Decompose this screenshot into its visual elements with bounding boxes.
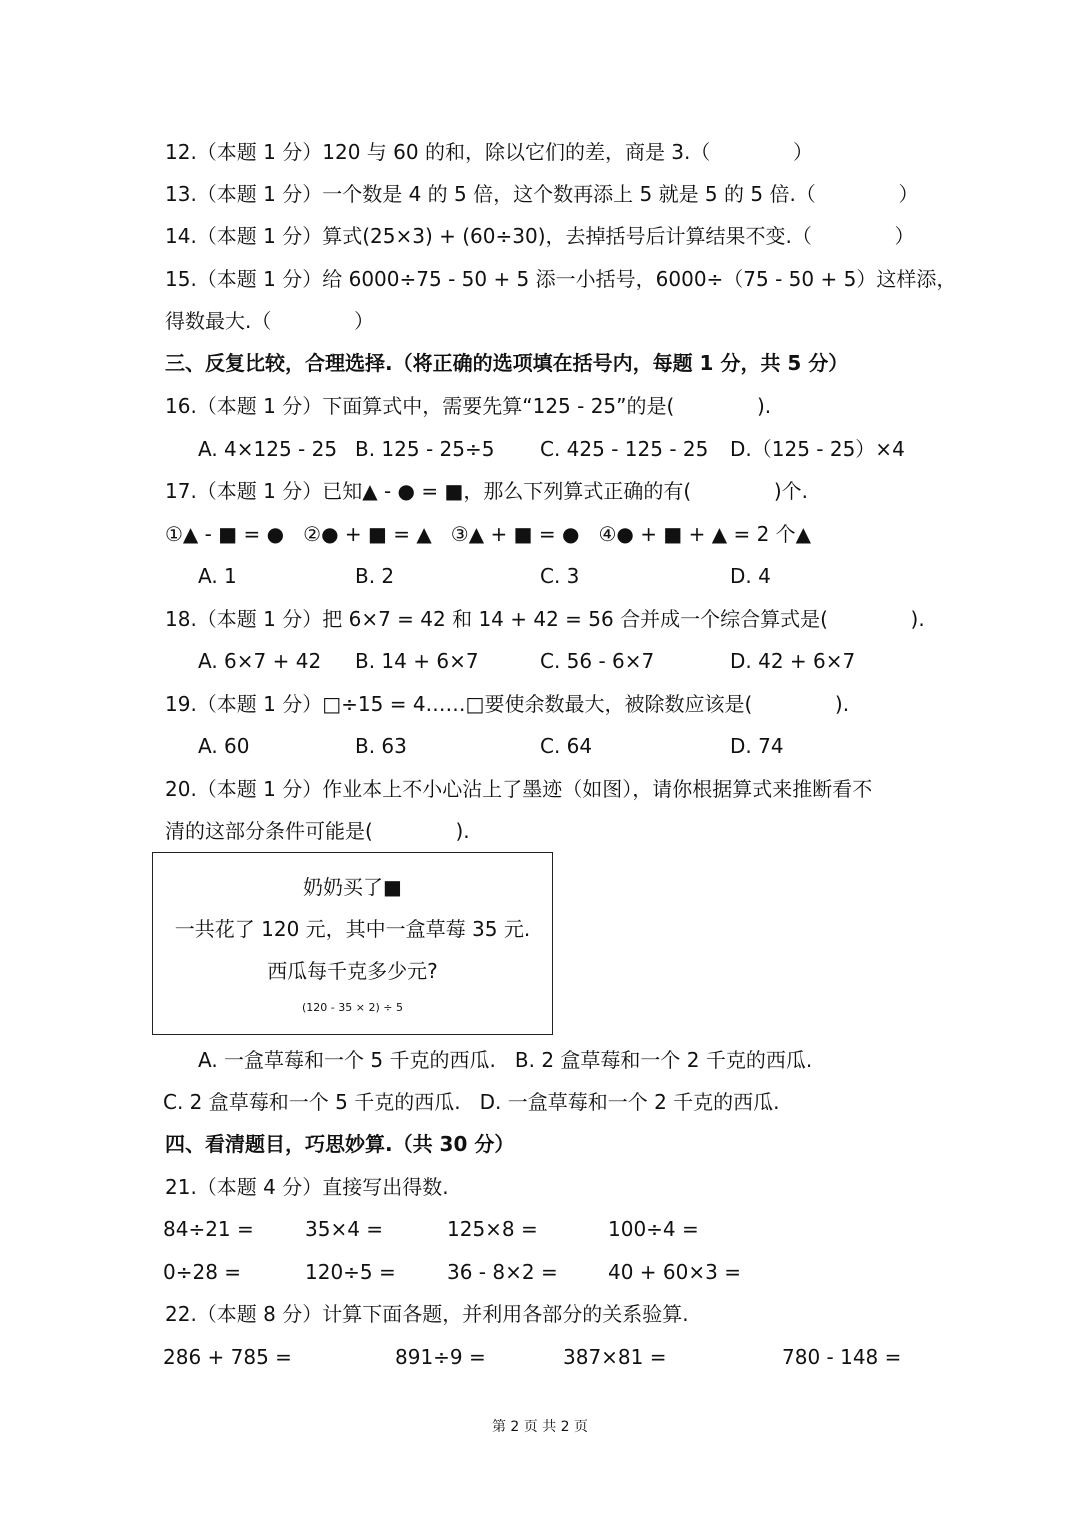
q18-option-b: B. 14 + 6×7 xyxy=(355,649,479,673)
q19-option-a: A. 60 xyxy=(198,734,250,758)
q21-item-3: 125×8 = xyxy=(447,1217,538,1241)
q16-option-c: C. 425 - 125 - 25 xyxy=(540,437,709,461)
q18-option-a: A. 6×7 + 42 xyxy=(198,649,322,673)
q21-item-2: 35×4 = xyxy=(305,1217,384,1241)
page-footer: 第 2 页 共 2 页 xyxy=(491,1419,589,1435)
q21: 21.（本题 4 分）直接写出得数. xyxy=(165,1175,449,1199)
q15-line1: 15.（本题 1 分）给 6000÷75 - 50 + 5 添一小括号，6000÷（75 - 50 + 5）这样添， xyxy=(165,267,957,291)
q22-item-1: 286 + 785 = xyxy=(163,1345,292,1369)
q21-item-1: 84÷21 = xyxy=(163,1217,254,1241)
q16: 16.（本题 1 分）下面算式中，需要先算“125 - 25”的是( ). xyxy=(165,394,772,418)
section-4-heading: 四、看清题目，巧思妙算.（共 30 分） xyxy=(165,1132,515,1156)
q18-option-c: C. 56 - 6×7 xyxy=(540,649,655,673)
q12: 12.（本题 1 分）120 与 60 的和，除以它们的差，商是 3.（ ） xyxy=(165,140,814,164)
q17-option-a: A. 1 xyxy=(198,564,237,588)
q21-item-7: 36 - 8×2 = xyxy=(447,1260,558,1284)
q21-item-5: 0÷28 = xyxy=(163,1260,242,1284)
q22: 22.（本题 8 分）计算下面各题，并利用各部分的关系验算. xyxy=(165,1302,689,1326)
q19-option-c: C. 64 xyxy=(540,734,593,758)
q19-option-b: B. 63 xyxy=(355,734,407,758)
q15-line2: 得数最大.（ ） xyxy=(165,309,375,333)
q22-item-3: 387×81 = xyxy=(563,1345,667,1369)
q17: 17.（本题 1 分）已知▲ - ● = ■，那么下列算式正确的有( )个. xyxy=(165,479,808,503)
box-line-2: 一共花了 120 元，其中一盒草莓 35 元. xyxy=(174,917,531,941)
q18-option-d: D. 42 + 6×7 xyxy=(730,649,856,673)
q14: 14.（本题 1 分）算式(25×3) + (60÷30)，去掉括号后计算结果不变.（ ） xyxy=(165,224,915,248)
q20-options-cd: C. 2 盒草莓和一个 5 千克的西瓜. D. 一盒草莓和一个 2 千克的西瓜. xyxy=(163,1090,780,1114)
q20-options-ab: A. 一盒草莓和一个 5 千克的西瓜. B. 2 盒草莓和一个 2 千克的西瓜. xyxy=(198,1048,813,1072)
box-line-1: 奶奶买了■ xyxy=(303,875,402,899)
q21-item-8: 40 + 60×3 = xyxy=(608,1260,741,1284)
q17-option-c: C. 3 xyxy=(540,564,580,588)
q22-item-4: 780 - 148 = xyxy=(782,1345,902,1369)
q21-item-4: 100÷4 = xyxy=(608,1217,699,1241)
q16-option-d: D.（125 - 25）×4 xyxy=(730,437,905,461)
q19: 19.（本题 1 分）□÷15 = 4……□要使余数最大，被除数应该是( ). xyxy=(165,692,850,716)
q17-option-b: B. 2 xyxy=(355,564,395,588)
q16-option-b: B. 125 - 25÷5 xyxy=(355,437,495,461)
q18: 18.（本题 1 分）把 6×7 = 42 和 14 + 42 = 56 合并成一个综合算式是( ). xyxy=(165,607,925,631)
q17-statements: ①▲ - ■ = ● ②● + ■ = ▲ ③▲ + ■ = ● ④● + ■ + ▲ = 2 个▲ xyxy=(165,522,812,546)
q17-option-d: D. 4 xyxy=(730,564,771,588)
q19-option-d: D. 74 xyxy=(730,734,784,758)
q20-line2: 清的这部分条件可能是( ). xyxy=(165,819,470,843)
q21-item-6: 120÷5 = xyxy=(305,1260,396,1284)
ink-stain-figure-box xyxy=(152,852,553,1035)
box-line-3: 西瓜每千克多少元? xyxy=(267,959,438,983)
q20-line1: 20.（本题 1 分）作业本上不小心沾上了墨迹（如图），请你根据算式来推断看不 xyxy=(165,777,873,801)
box-formula: (120 - 35 × 2) ÷ 5 xyxy=(302,1001,403,1014)
q13: 13.（本题 1 分）一个数是 4 的 5 倍，这个数再添上 5 就是 5 的 5 倍.（ ） xyxy=(165,182,919,206)
section-3-heading: 三、反复比较，合理选择.（将正确的选项填在括号内，每题 1 分，共 5 分） xyxy=(165,351,849,375)
q22-item-2: 891÷9 = xyxy=(395,1345,486,1369)
q16-option-a: A. 4×125 - 25 xyxy=(198,437,338,461)
